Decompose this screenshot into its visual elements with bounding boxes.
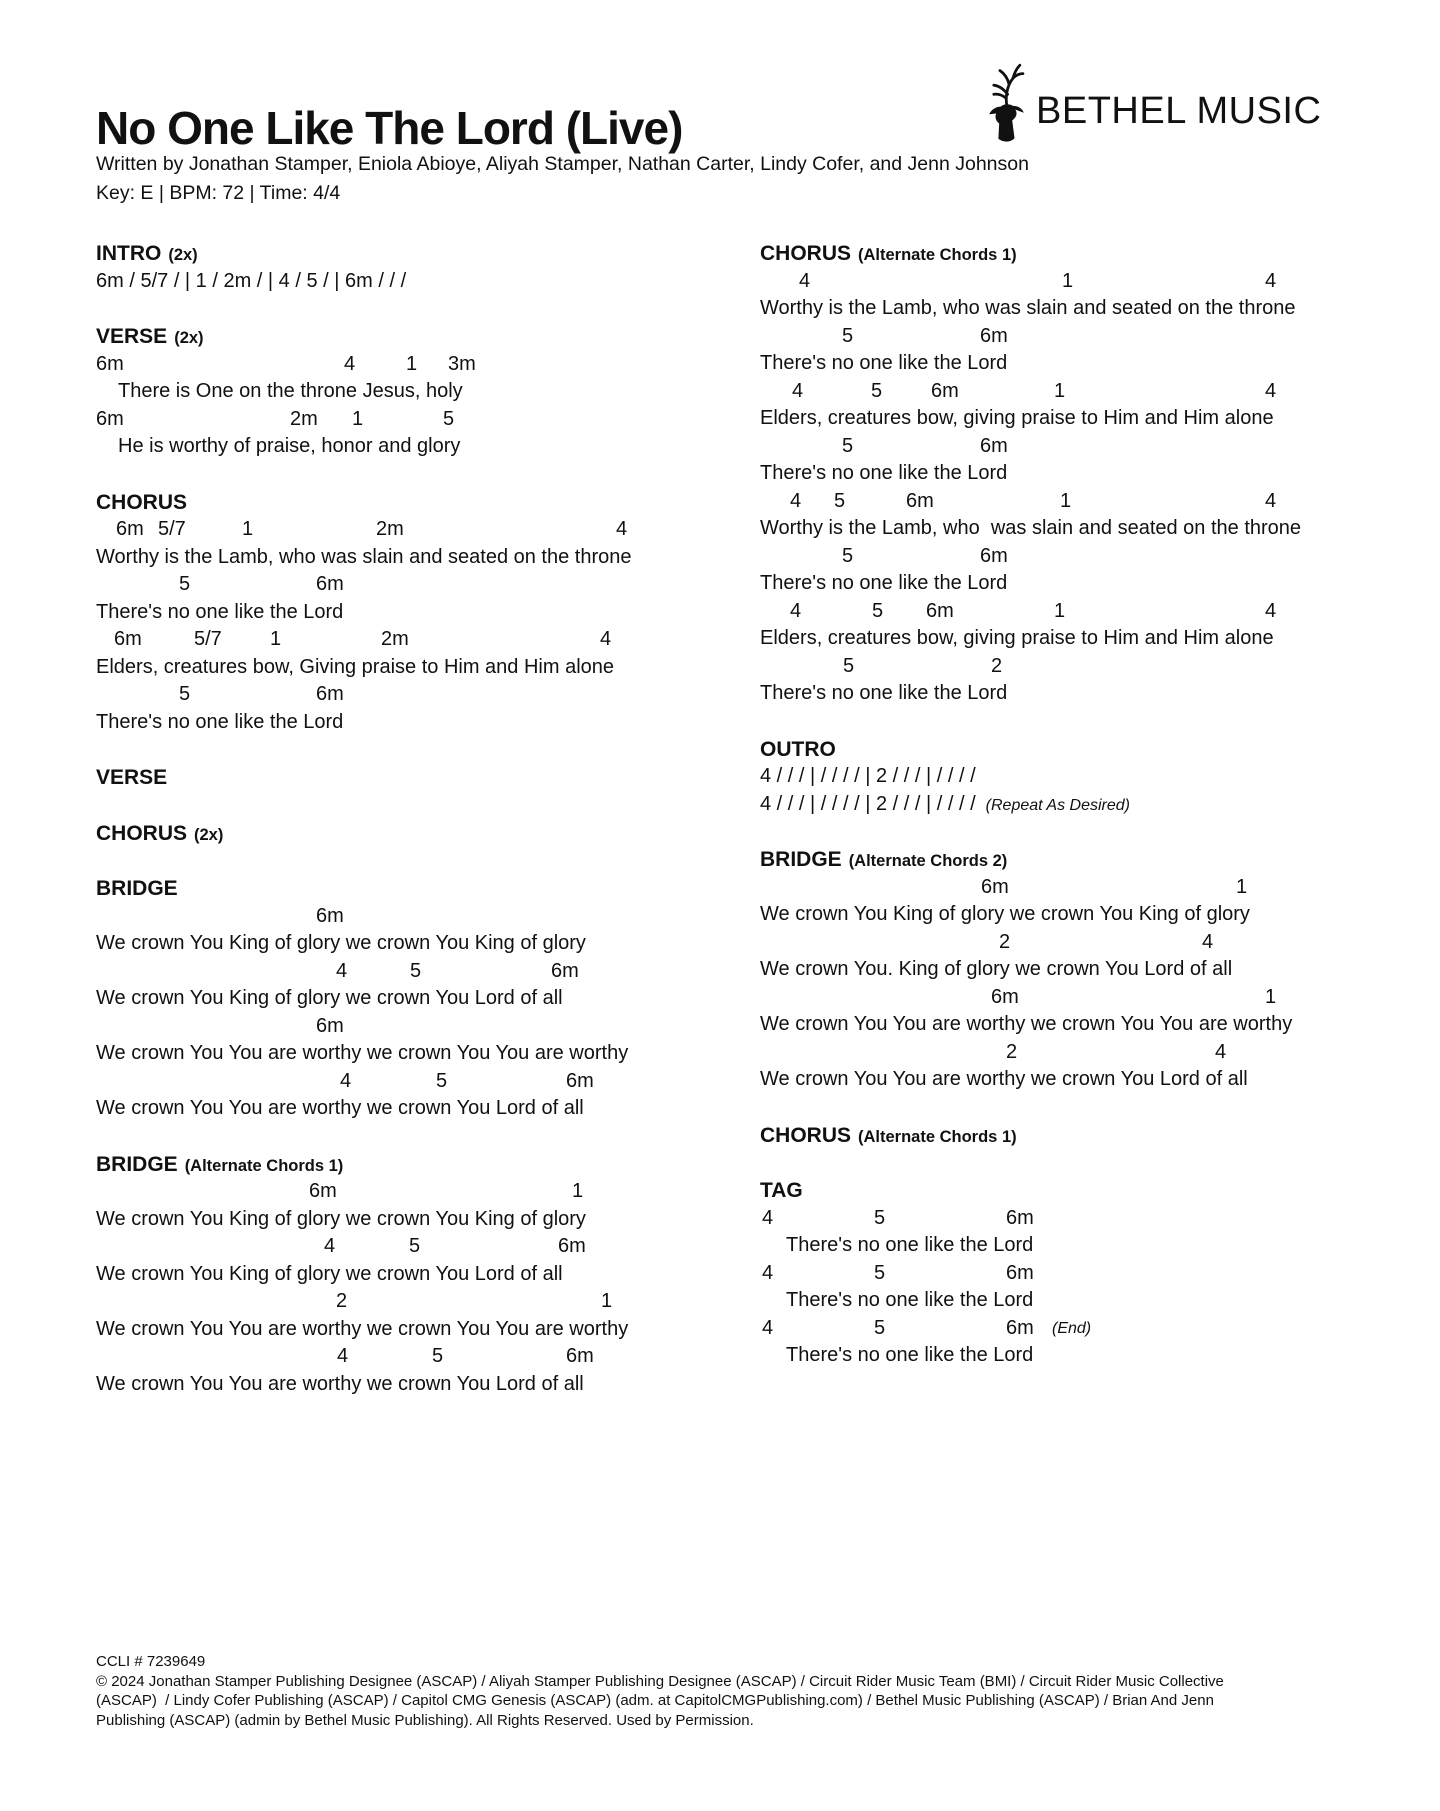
chord-line — [96, 1288, 716, 1316]
chord-line — [760, 433, 1380, 461]
section-header — [760, 736, 1380, 764]
chord: 4 — [762, 1261, 774, 1284]
chord: 5 — [842, 544, 854, 567]
chord: 1 — [1054, 599, 1066, 622]
song-section — [96, 1151, 716, 1399]
lyric-line: We crown You King of glory we crown You Lord of all — [96, 987, 563, 1009]
section-name: TAG — [760, 1179, 803, 1202]
chord-line — [760, 268, 1380, 296]
chord-line — [760, 1039, 1380, 1067]
lyric-line: Worthy is the Lamb, who was slain and seated on the throne — [760, 297, 1296, 319]
chord: 4 — [616, 518, 628, 540]
chord: 5/7 — [158, 518, 186, 540]
section-header — [760, 1122, 1380, 1150]
chord: 1 — [1062, 269, 1074, 292]
song-section — [96, 489, 716, 737]
section-suffix: (2x) — [168, 246, 198, 264]
chord: 6m — [316, 683, 344, 705]
section-name: BRIDGE — [96, 877, 178, 900]
lyric-line: He is worthy of praise, honor and glory — [118, 435, 461, 457]
section-header — [96, 820, 716, 848]
section-header — [96, 764, 716, 792]
song-section — [760, 1122, 1380, 1150]
chord: 5 — [874, 1261, 886, 1284]
chord: 4 — [337, 1345, 349, 1367]
song-section — [96, 323, 716, 461]
chord: 4 — [790, 489, 802, 512]
chord: 2 — [991, 654, 1003, 677]
chord: 5/7 — [194, 628, 222, 650]
chord: 2m — [381, 628, 409, 650]
chord: 6m — [114, 628, 142, 650]
chord-run-line: 4 / / / | / / / / | 2 / / / | / / / / (Repeat As Desired) — [760, 792, 1131, 815]
section-header — [96, 1151, 716, 1179]
chord: 1 — [1236, 875, 1248, 898]
chord-line — [96, 351, 716, 379]
chord-line — [760, 378, 1380, 406]
chord: 6m — [931, 379, 959, 402]
chord-line — [760, 1205, 1380, 1233]
chord-line — [760, 488, 1380, 516]
chord: 4 — [1265, 269, 1277, 292]
chord: 4 — [1265, 379, 1277, 402]
chord: 6m — [980, 544, 1008, 567]
section-name: CHORUS — [760, 1123, 852, 1147]
section-name: CHORUS — [96, 821, 188, 845]
copyright-line: © 2024 Jonathan Stamper Publishing Designee (ASCAP) / Aliyah Stamper Publishing Designee (ASCAP) / Circuit Rider Music Team (BMI) / Circuit Rider Music Collective — [96, 1672, 1224, 1690]
section-name: VERSE — [96, 766, 168, 789]
chord: 1 — [270, 628, 282, 650]
song-section — [760, 736, 1380, 819]
footer — [96, 1652, 1224, 1730]
lyric-line: We crown You You are worthy we crown You You are worthy — [760, 1013, 1293, 1035]
chord: 6m — [980, 324, 1008, 347]
lyric-line: We crown You You are worthy we crown You Lord of all — [96, 1097, 584, 1119]
chord: 1 — [352, 407, 364, 430]
song-section — [96, 875, 716, 1123]
chord: 2 — [1006, 1040, 1018, 1063]
chord: 6m — [926, 599, 954, 622]
section-name: BRIDGE — [760, 848, 842, 871]
chord-line — [96, 1178, 716, 1206]
chord: 4 — [1215, 1040, 1227, 1063]
bethel-music-wordmark: BETHEL MUSIC — [1036, 90, 1322, 132]
lyric-line: We crown You You are worthy we crown You You are worthy — [96, 1317, 629, 1340]
chord: 6m — [309, 1180, 337, 1202]
performance-note: (End) — [1052, 1319, 1092, 1337]
chord: 6m — [566, 1345, 594, 1367]
chord: 6m — [981, 875, 1009, 898]
bethel-music-logo — [980, 62, 1321, 142]
chord: 5 — [871, 379, 883, 402]
section-suffix: (Alternate Chords 1) — [858, 246, 1017, 264]
song-section — [760, 846, 1380, 1094]
lyric-line: We crown You King of glory we crown You King of glory — [96, 932, 586, 954]
lyric-line: We crown You King of glory we crown You King of glory — [96, 1207, 586, 1230]
section-suffix: (Alternate Chords 2) — [848, 852, 1008, 870]
chord-line — [96, 903, 716, 931]
chord-line — [96, 681, 716, 709]
lyric-line: We crown You You are worthy we crown You Lord of all — [96, 1372, 584, 1395]
chord-line — [760, 653, 1380, 681]
lyric-line: Elders, creatures bow, giving praise to Him and Him alone — [760, 407, 1274, 429]
chord: 2 — [336, 1290, 348, 1312]
chord-run-line: 6m / 5/7 / | 1 / 2m / | 4 / 5 / | 6m / / / — [96, 269, 407, 292]
section-name: BRIDGE — [96, 1152, 178, 1176]
chord: 5 — [874, 1316, 886, 1339]
section-header — [96, 489, 716, 517]
lyric-line: There's no one like the Lord — [760, 682, 1008, 704]
left-column — [96, 240, 716, 1426]
chord: 1 — [242, 518, 254, 540]
lyric-line: There's no one like the Lord — [96, 600, 344, 623]
key-bpm-time-line: Key: E | BPM: 72 | Time: 4/4 — [96, 182, 341, 204]
chord: 2m — [376, 518, 404, 540]
chord-line — [760, 543, 1380, 571]
chord-line — [96, 516, 716, 544]
chord-line — [96, 1233, 716, 1261]
section-name: CHORUS — [760, 242, 852, 265]
section-header — [760, 846, 1380, 874]
chord: 5 — [842, 434, 854, 457]
section-name: VERSE — [96, 325, 168, 348]
section-suffix: (2x) — [174, 329, 204, 347]
chord: 4 — [340, 1069, 352, 1092]
lyric-line: We crown You You are worthy we crown You You are worthy — [96, 1042, 629, 1064]
ccli-number: CCLI # 7239649 — [96, 1653, 206, 1670]
song-section — [760, 1177, 1380, 1370]
chord: 4 — [762, 1206, 774, 1229]
chord: 6m — [991, 985, 1019, 1008]
chord: 6m — [980, 434, 1008, 457]
chord: 1 — [1265, 985, 1277, 1008]
chord: 5 — [872, 599, 884, 622]
chord-line — [96, 1343, 716, 1371]
chord: 5 — [843, 654, 855, 677]
section-header — [96, 875, 716, 903]
song-title: No One Like The Lord (Live) — [96, 101, 683, 154]
lyric-line: There's no one like the Lord — [786, 1289, 1034, 1311]
chord-line — [96, 958, 716, 986]
lyric-line: There's no one like the Lord — [760, 352, 1008, 374]
chord: 6m — [316, 904, 344, 927]
chord-line — [96, 1068, 716, 1096]
chord: 1 — [1060, 489, 1072, 512]
copyright-line: (ASCAP) / Lindy Cofer Publishing (ASCAP) / Capitol CMG Genesis (ASCAP) (adm. at CapitolCMGPublishing.com) / Bethel Music Publishing (ASCAP) / Brian And Jenn — [96, 1692, 1214, 1709]
song-section — [760, 240, 1380, 708]
chord: 4 — [1202, 930, 1214, 953]
lyric-line: There's no one like the Lord — [786, 1344, 1034, 1366]
section-name: CHORUS — [96, 490, 188, 514]
lyric-line: We crown You King of glory we crown You Lord of all — [96, 1262, 563, 1285]
lyric-line: Elders, creatures bow, Giving praise to Him and Him alone — [96, 655, 615, 678]
chord: 6m — [1006, 1206, 1034, 1229]
chord-line — [760, 598, 1380, 626]
chord-line — [760, 929, 1380, 957]
chord: 4 — [799, 269, 811, 292]
chord: 2 — [999, 930, 1011, 953]
chord: 6m — [116, 518, 144, 540]
chord: 5 — [409, 1235, 421, 1257]
written-by-line: Written by Jonathan Stamper, Eniola Abioye, Aliyah Stamper, Nathan Carter, Lindy Cofer, and Jenn Johnson — [96, 153, 1029, 175]
chord-line — [96, 406, 716, 434]
chord: 6m — [1006, 1261, 1034, 1284]
right-column — [760, 240, 1380, 1398]
song-section — [96, 240, 716, 295]
chord: 6m — [551, 959, 579, 982]
chord: 5 — [436, 1069, 448, 1092]
chord: 4 — [792, 379, 804, 402]
section-suffix: (Alternate Chords 1) — [184, 1156, 344, 1175]
chord: 6m — [96, 407, 124, 430]
chord-line — [760, 984, 1380, 1012]
performance-note: (Repeat As Desired) — [985, 796, 1131, 814]
chord-run-line: 4 / / / | / / / / | 2 / / / | / / / / — [760, 765, 976, 787]
chord: 2m — [290, 407, 318, 430]
chord: 5 — [179, 683, 191, 705]
section-header — [760, 240, 1380, 268]
lyric-line: We crown You King of glory we crown You King of glory — [760, 903, 1250, 925]
chord: 5 — [432, 1345, 444, 1367]
chord: 5 — [443, 407, 455, 430]
chord: 1 — [1054, 379, 1066, 402]
lyric-line: There is One on the throne Jesus, holy — [118, 380, 463, 402]
chord: 1 — [572, 1180, 584, 1202]
section-name: OUTRO — [760, 737, 836, 761]
chord: 5 — [179, 573, 191, 595]
chord: 5 — [410, 959, 422, 982]
chord: 1 — [601, 1290, 613, 1312]
lyric-line: Elders, creatures bow, giving praise to Him and Him alone — [760, 627, 1274, 649]
chord-line — [760, 323, 1380, 351]
lyric-line: There's no one like the Lord — [786, 1234, 1034, 1256]
lyric-line: There's no one like the Lord — [760, 462, 1008, 484]
chord: 6m — [1006, 1316, 1034, 1339]
section-header — [760, 1177, 1380, 1205]
chord: 4 — [600, 628, 612, 650]
chord-line — [96, 626, 716, 654]
chord: 4 — [762, 1316, 774, 1339]
lyric-line: There's no one like the Lord — [760, 572, 1008, 594]
chord: 4 — [1265, 489, 1277, 512]
deer-antlers-icon — [980, 62, 1026, 142]
lyric-line: There's no one like the Lord — [96, 710, 344, 733]
section-name: INTRO — [96, 242, 162, 265]
chord-line — [760, 874, 1380, 902]
chord: 3m — [448, 352, 476, 375]
chord: 6m — [316, 1014, 344, 1037]
chord: 4 — [324, 1235, 336, 1257]
chord-line — [760, 1260, 1380, 1288]
chord-line — [96, 571, 716, 599]
chord: 5 — [874, 1206, 886, 1229]
chord: 4 — [344, 352, 356, 375]
chord: 4 — [1265, 599, 1277, 622]
section-header — [96, 240, 716, 268]
chord: 6m — [906, 489, 934, 512]
lyric-line: We crown You You are worthy we crown You Lord of all — [760, 1068, 1248, 1090]
chord: 6m — [566, 1069, 594, 1092]
lyric-line: We crown You. King of glory we crown You Lord of all — [760, 958, 1233, 980]
chord: 6m — [96, 352, 124, 375]
lyric-line: Worthy is the Lamb, who was slain and seated on the throne — [96, 545, 632, 568]
chord-line — [760, 1315, 1380, 1343]
lyric-line: Worthy is the Lamb, who was slain and seated on the throne — [760, 517, 1302, 539]
section-suffix: (Alternate Chords 1) — [858, 1127, 1017, 1146]
section-header — [96, 323, 716, 351]
song-section — [96, 820, 716, 848]
copyright-line: Publishing (ASCAP) (admin by Bethel Music Publishing). All Rights Reserved. Used by Permission. — [96, 1711, 754, 1729]
chord-line — [96, 1013, 716, 1041]
section-suffix: (2x) — [194, 825, 224, 844]
song-section — [96, 764, 716, 792]
chord: 6m — [558, 1235, 586, 1257]
chord: 5 — [842, 324, 854, 347]
chord: 1 — [406, 352, 418, 375]
chord: 4 — [336, 959, 348, 982]
chord: 4 — [790, 599, 802, 622]
chord: 6m — [316, 573, 344, 595]
chord: 5 — [834, 489, 846, 512]
